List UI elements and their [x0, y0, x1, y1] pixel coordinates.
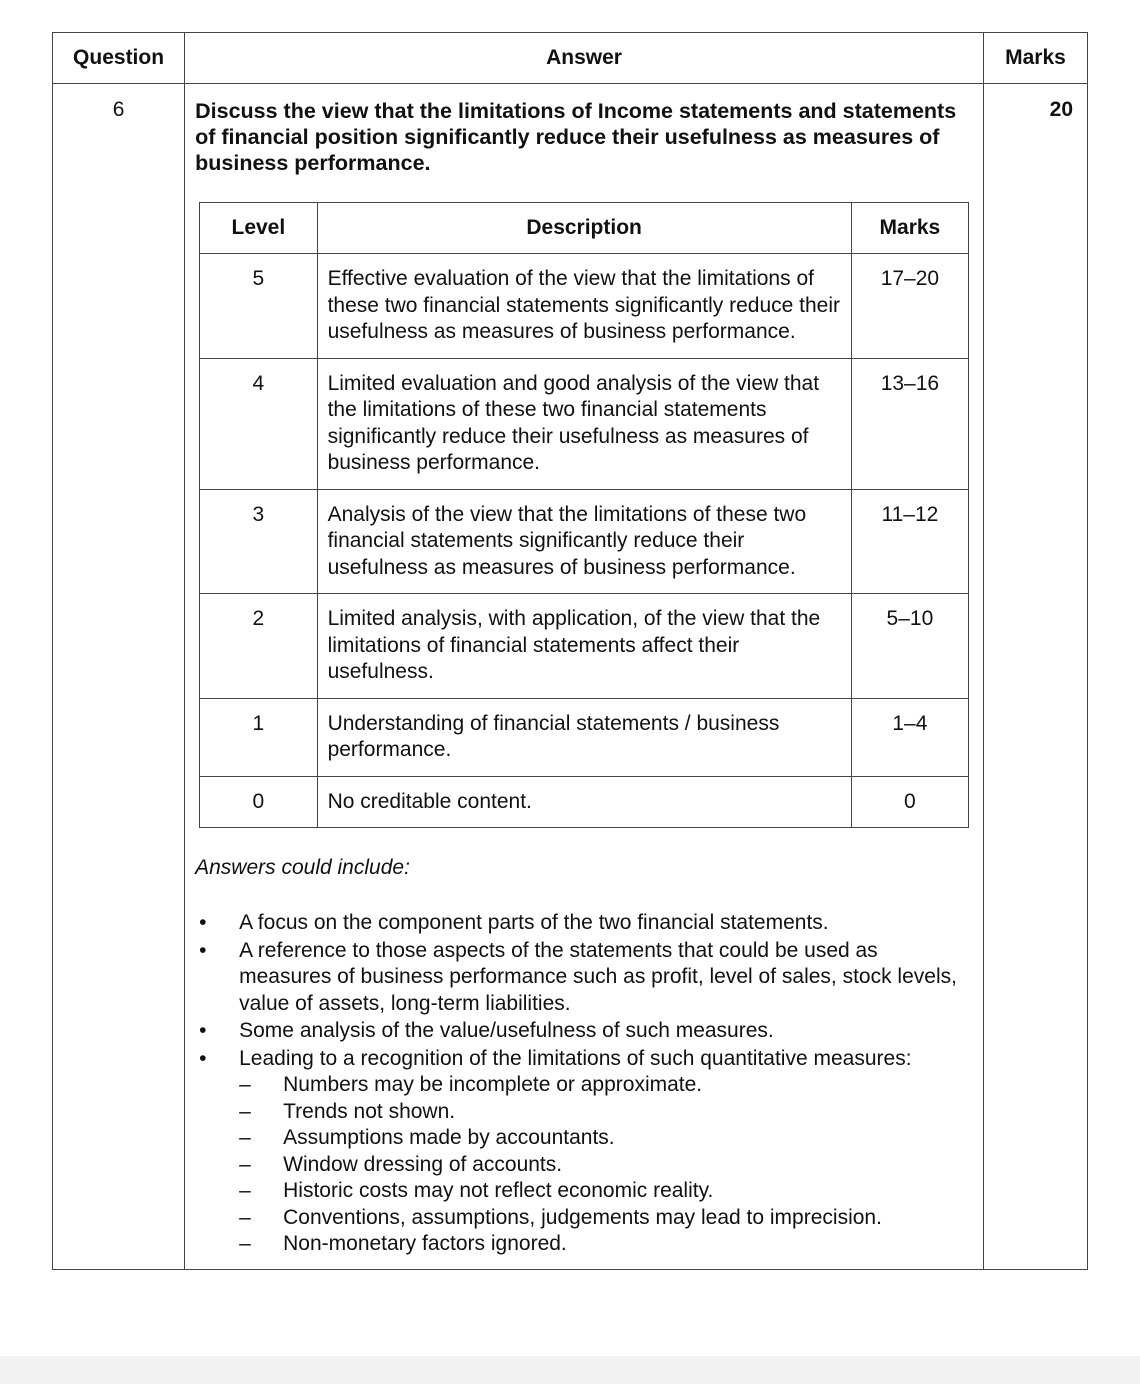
limitation-item: – Window dressing of accounts. — [239, 1152, 969, 1179]
answer-cell — [185, 84, 984, 1270]
level-marks: 13–16 — [851, 358, 968, 489]
level-description: Analysis of the view that the limitations of these two financial statements significantly reduce their usefulness as measures of business performance. — [317, 489, 851, 594]
level-marks: 5–10 — [851, 594, 968, 699]
level-row — [200, 594, 969, 699]
level-description: Understanding of financial statements / business performance. — [317, 698, 851, 776]
limitations-list — [239, 1072, 969, 1258]
level-description: Limited analysis, with application, of the view that the limitations of financial statements affect their usefulness. — [317, 594, 851, 699]
level-row — [200, 358, 969, 489]
limitation-item: – Numbers may be incomplete or approximate. — [239, 1072, 969, 1099]
level-row — [200, 489, 969, 594]
level-number: 4 — [200, 358, 317, 489]
guidance-list — [195, 910, 969, 1258]
answer-header: Answer — [185, 33, 984, 84]
level-marks: 17–20 — [851, 254, 968, 359]
header-row — [53, 33, 1088, 84]
question-text: Discuss the view that the limitations of Income statements and statements of financial position significantly reduce their usefulness as measures of business performance. — [195, 99, 957, 175]
level-row — [200, 698, 969, 776]
marks-header: Marks — [983, 33, 1087, 84]
description-header: Description — [317, 203, 851, 254]
guidance-bullet-text: A focus on the component parts of the two financial statements. — [239, 911, 829, 934]
level-description: Limited evaluation and good analysis of the view that the limitations of these two financial statements significantly reduce their usefulness as measures of business performance. — [317, 358, 851, 489]
level-number: 3 — [200, 489, 317, 594]
guidance-bullet-text: Some analysis of the value/usefulness of such measures. — [239, 1019, 774, 1042]
level-marks: 1–4 — [851, 698, 968, 776]
limitation-item: – Trends not shown. — [239, 1099, 969, 1126]
level-marks: 11–12 — [851, 489, 968, 594]
guidance-bullet — [195, 1046, 969, 1258]
level-row — [200, 254, 969, 359]
guidance-bullet — [195, 910, 969, 937]
question-header: Question — [53, 33, 185, 84]
limitation-item: – Historic costs may not reflect economic reality. — [239, 1178, 969, 1205]
level-row — [200, 776, 969, 828]
limitation-item: – Assumptions made by accountants. — [239, 1125, 969, 1152]
level-description: Effective evaluation of the view that the limitations of these two financial statements significantly reduce their usefulness as measures of business performance. — [317, 254, 851, 359]
guidance-intro: Answers could include: — [195, 856, 410, 879]
guidance-bullet — [195, 1018, 969, 1045]
level-number: 2 — [200, 594, 317, 699]
level-number: 1 — [200, 698, 317, 776]
level-marks-header: Marks — [851, 203, 968, 254]
level-header: Level — [200, 203, 317, 254]
mark-scheme-table — [52, 32, 1088, 1270]
level-number: 5 — [200, 254, 317, 359]
guidance-bullet-text: A reference to those aspects of the statements that could be used as measures of business performance such as profit, level of sales, stock levels, value of assets, long-term liabilities. — [239, 938, 957, 1015]
question-number: 6 — [53, 84, 185, 1270]
limitation-item: – Conventions, assumptions, judgements may lead to imprecision. — [239, 1205, 969, 1232]
level-header-row — [200, 203, 969, 254]
level-description: No creditable content. — [317, 776, 851, 828]
level-descriptor-table — [199, 202, 969, 828]
guidance-bullet-text: Leading to a recognition of the limitations of such quantitative measures: — [239, 1046, 912, 1070]
level-number: 0 — [200, 776, 317, 828]
total-marks: 20 — [983, 84, 1087, 1270]
guidance-bullet — [195, 938, 969, 1018]
limitation-item: – Non-monetary factors ignored. — [239, 1231, 969, 1258]
level-marks: 0 — [851, 776, 968, 828]
question-row — [53, 84, 1088, 1270]
